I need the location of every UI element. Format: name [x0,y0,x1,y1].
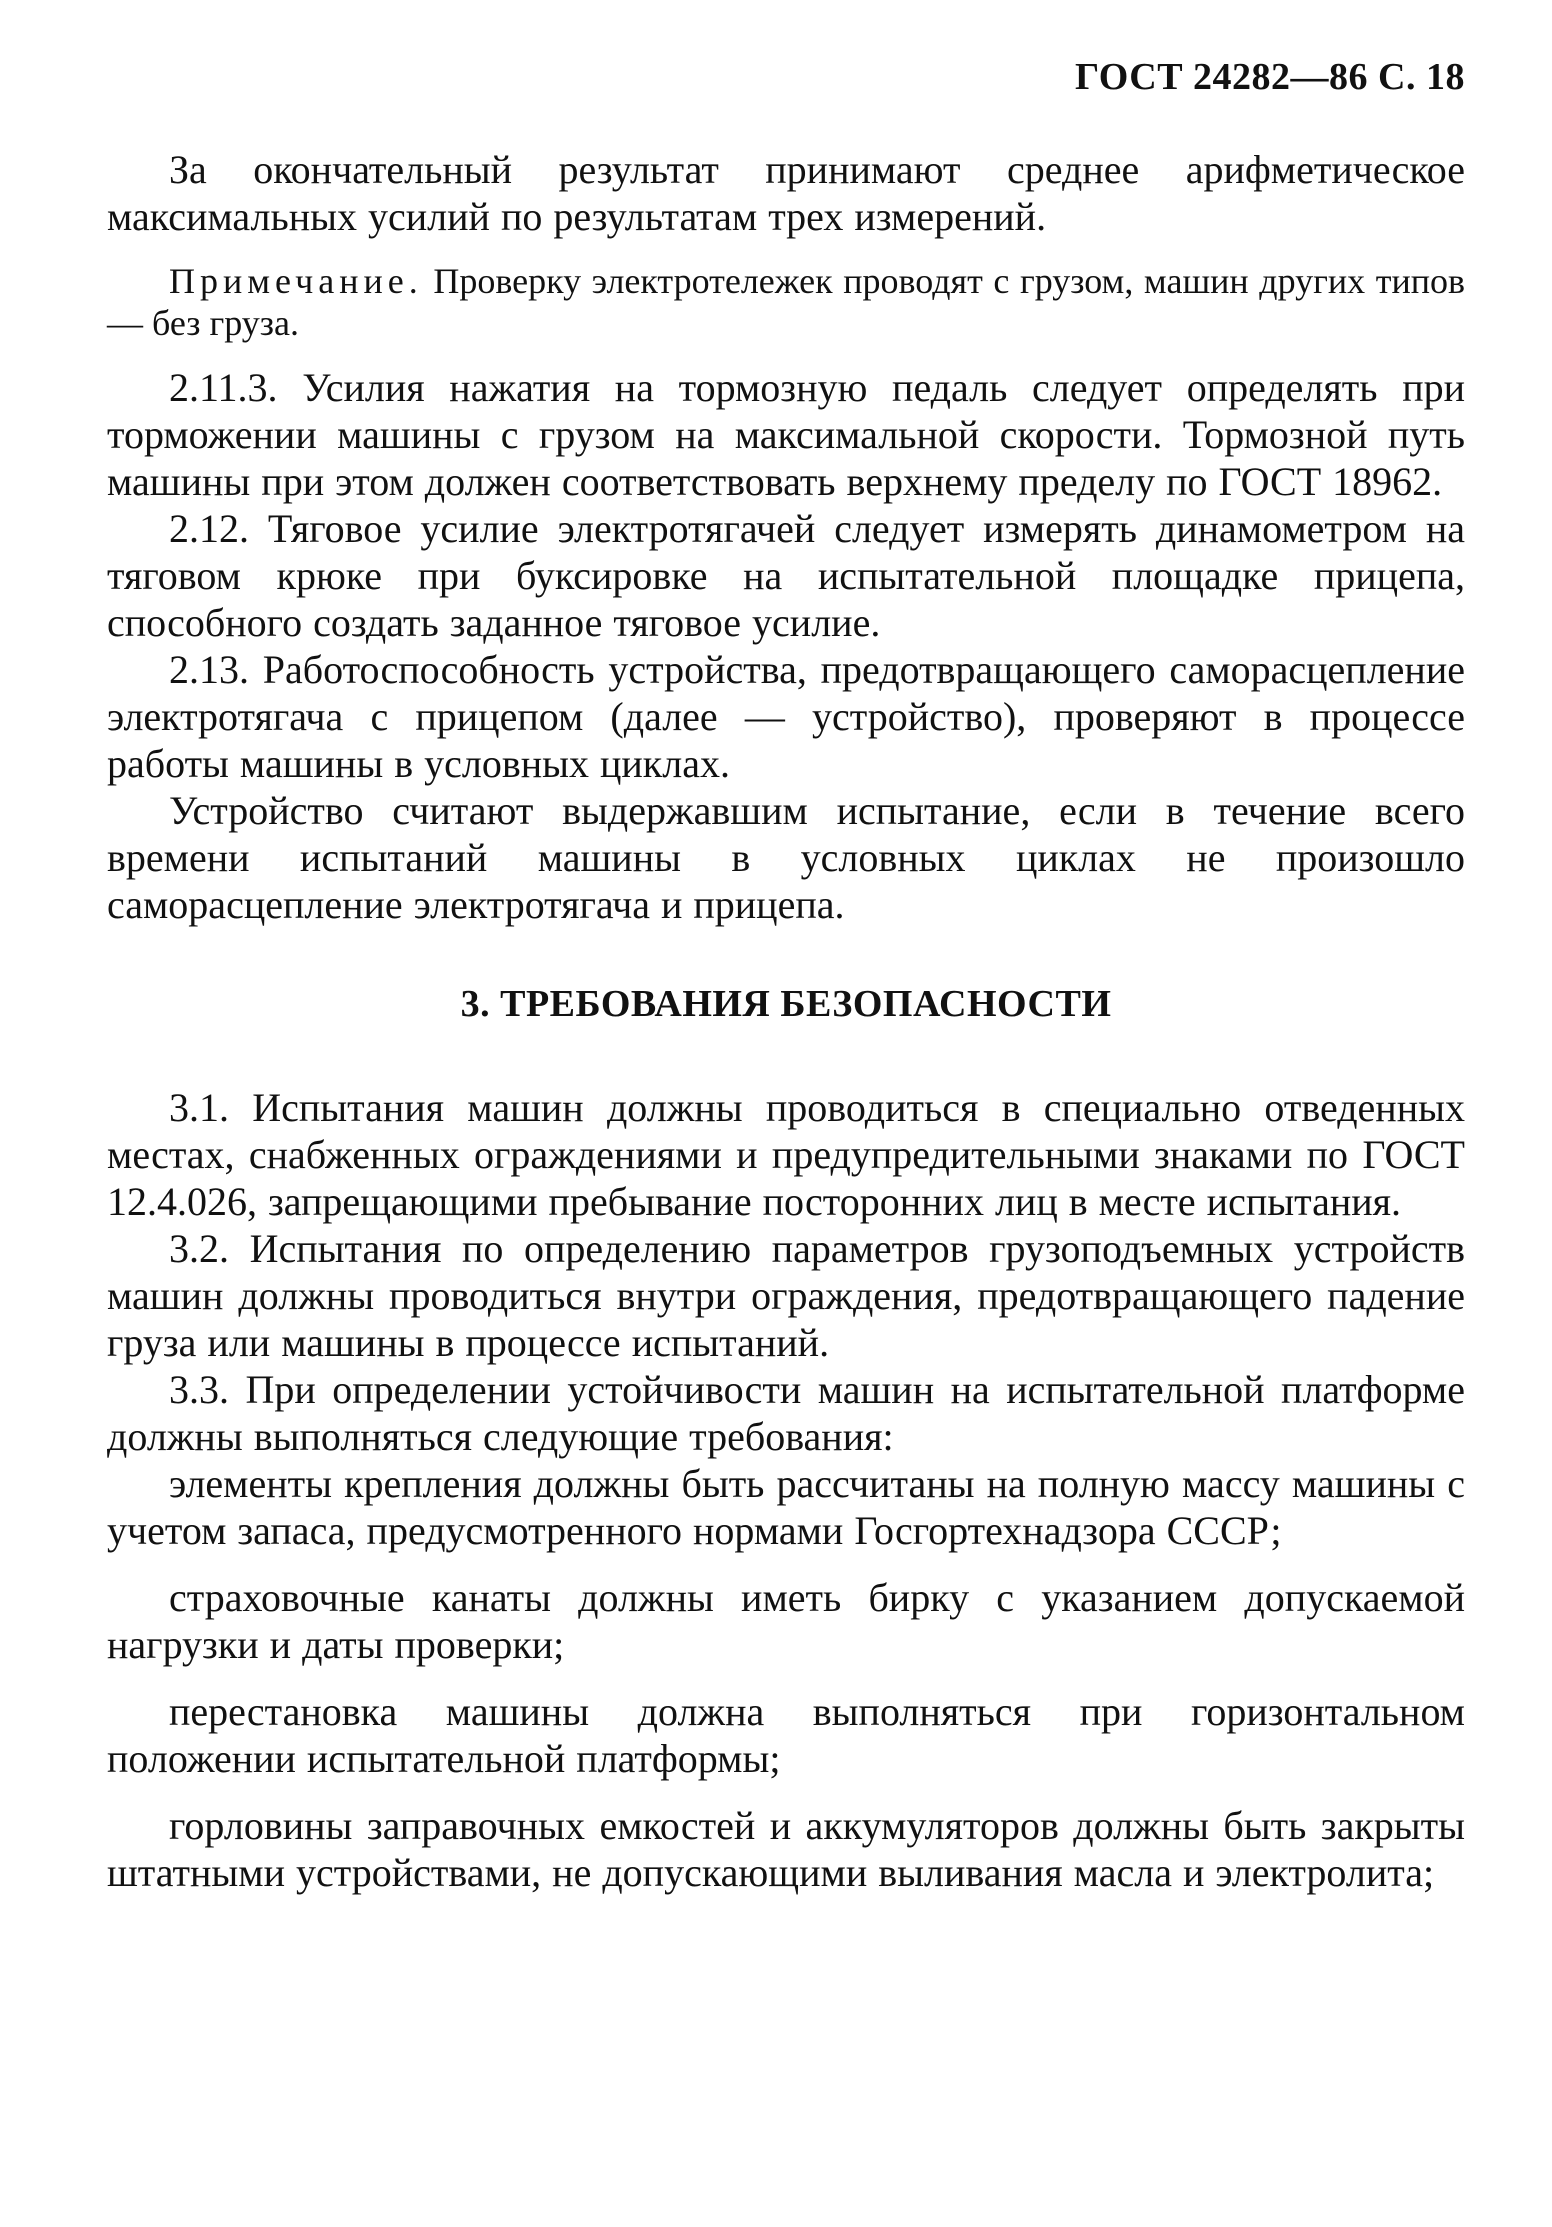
requirement-item: элементы крепления должны быть рассчитаны на полную массу машины с учетом запаса, предусмотренного нормами Госгортехнадзора СССР; [107,1461,1465,1553]
section-title: 3. ТРЕБОВАНИЯ БЕЗОПАСНОСТИ [460,983,1112,1025]
requirement-item: горловины заправочных емкостей и аккумуляторов должны быть закрыты штатными устройствами, не допускающими выливания масла и электролита; [107,1803,1465,1895]
page-header: ГОСТ 24282—86 С. 18 [1075,56,1465,98]
clause-2-12: 2.12. Тяговое усилие электротягачей следует измерять динамометром на тяговом крюке при буксировке на испытательной площадке прицепа, способного создать заданное тяговое усилие. [107,506,1465,645]
clause-2-13-continuation: Устройство считают выдержавшим испытание, если в течение всего времени испытаний машины в условных циклах не произошло саморасцепление электротягача и прицепа. [107,788,1465,927]
requirement-item: страховочные канаты должны иметь бирку с указанием допускаемой нагрузки и даты проверки; [107,1575,1465,1667]
clause-3-2: 3.2. Испытания по определению параметров грузоподъемных устройств машин должны проводиться внутри ограждения, предотвращающего падение груза или машины в процессе испытаний. [107,1226,1465,1365]
section-3-block [107,1084,1465,1896]
note-label: Примечание. [169,261,423,301]
note-text: Проверку электротележек проводят с грузом, машин других типов — без груза. [107,261,1465,343]
clause-3-1: 3.1. Испытания машин должны проводиться в специально отведенных местах, снабженных ограждениями и предупредительными знаками по ГОСТ 12.4.026, запрещающими пребывание посторонних лиц в месте испытания. [107,1085,1465,1224]
clause-2-13: 2.13. Работоспособность устройства, предотвращающего саморасцепление электротягача с прицепом (далее — устройство), проверяют в процессе работы машины в условных циклах. [107,647,1465,786]
clause-3-3: 3.3. При определении устойчивости машин на испытательной платформе должны выполняться следующие требования: [107,1367,1465,1459]
document-page [107,52,1465,1896]
note [107,260,1465,344]
clause-2-11-3: 2.11.3. Усилия нажатия на тормозную педаль следует определять при торможении машины с грузом на максимальной скорости. Тормозной путь машины при этом должен соответствовать верхнему пределу по ГОСТ 18962. [107,365,1465,504]
requirement-item: перестановка машины должна выполняться при горизонтальном положении испытательной платформы; [107,1689,1465,1781]
intro-block [107,146,1465,928]
paragraph-final-result: За окончательный результат принимают среднее арифметическое максимальных усилий по результатам трех измерений. [107,147,1465,239]
